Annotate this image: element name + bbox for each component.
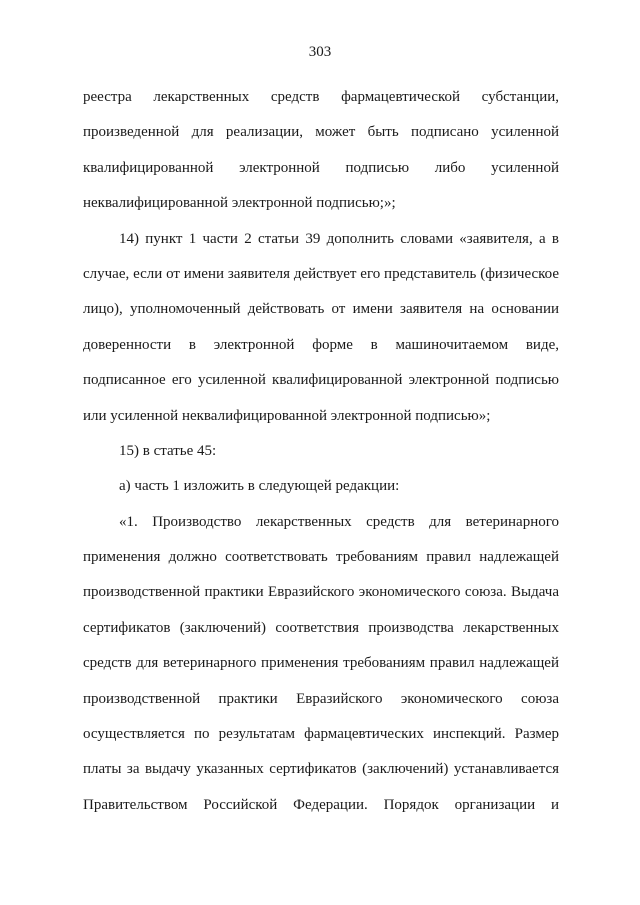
text-line: 15) в статье 45: (119, 442, 217, 459)
text-line: средств для ветеринарного применения требованиям правил надлежащей (83, 655, 559, 672)
text-line: осуществляется по результатам фармацевтических инспекций. Размер (83, 726, 559, 743)
text-line: «1. Производство лекарственных средств для ветеринарного (119, 513, 559, 530)
text-line: неквалифицированной электронной подписью;»; (83, 195, 396, 212)
text-line: платы за выдачу указанных сертификатов (заключений) устанавливается (83, 761, 559, 778)
text-line: доверенности в электронной форме в машиночитаемом виде, (83, 336, 559, 353)
text-line: квалифицированной электронной подписью либо усиленной (83, 159, 559, 176)
text-line: Правительством Российской Федерации. Порядок организации и (83, 796, 559, 813)
text-line: реестра лекарственных средств фармацевтической субстанции, (83, 89, 559, 105)
text-line: 14) пункт 1 части 2 статьи 39 дополнить словами «заявителя, а в (119, 230, 559, 247)
document-body (83, 80, 559, 823)
text-line: случае, если от имени заявителя действует его представитель (физическое (83, 265, 559, 282)
text-line: лицо), уполномоченный действовать от имени заявителя на основании (83, 301, 559, 318)
text-line: или усиленной неквалифицированной электронной подписью»; (83, 407, 491, 424)
text-line: сертификатов (заключений) соответствия производства лекарственных (83, 619, 559, 636)
page-number: 303 (308, 44, 332, 60)
text-line: произведенной для реализации, может быть подписано усиленной (83, 124, 559, 141)
text-line: производственной практики Евразийского экономического союза. Выдача (83, 584, 559, 601)
text-line: применения должно соответствовать требованиям правил надлежащей (83, 549, 559, 566)
text-line: производственной практики Евразийского экономического союза (83, 690, 559, 707)
text-line: а) часть 1 изложить в следующей редакции: (119, 478, 400, 495)
text-line: подписанное его усиленной квалифицированной электронной подписью (83, 372, 559, 389)
